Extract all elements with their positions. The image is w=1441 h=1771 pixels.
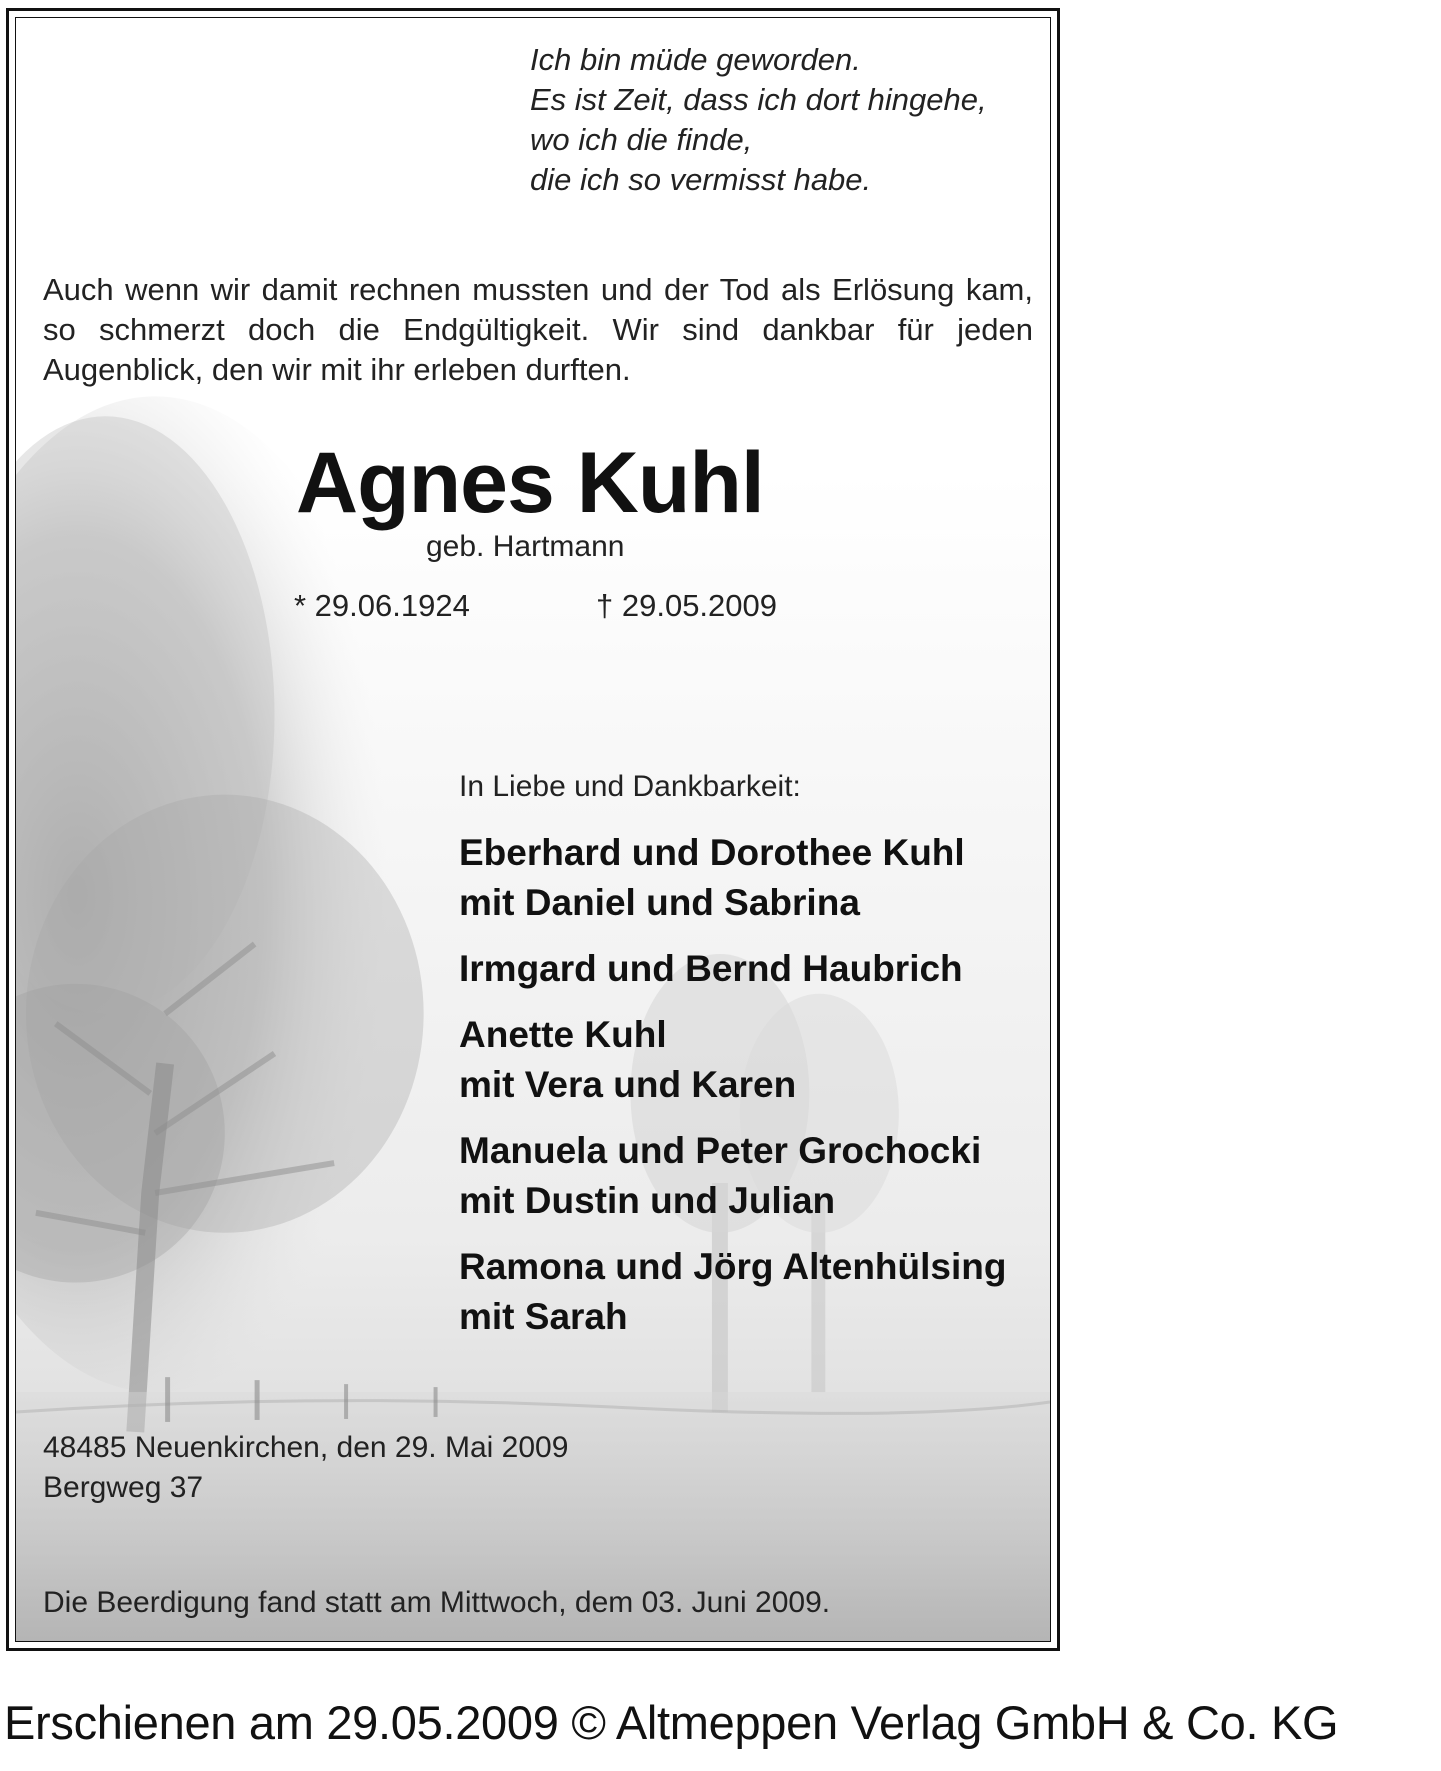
mourner-line: Manuela und Peter Grochocki xyxy=(459,1130,982,1171)
street-address: Bergweg 37 xyxy=(43,1471,204,1504)
mourner-group xyxy=(459,1010,1006,1110)
deceased-name: Agnes Kuhl xyxy=(296,435,764,531)
mourner-line: mit Dustin und Julian xyxy=(459,1180,836,1221)
place-and-address xyxy=(43,1428,568,1508)
death-date: † 29.05.2009 xyxy=(596,588,778,623)
mourner-line: Irmgard und Bernd Haubrich xyxy=(459,948,963,989)
mourner-line: mit Sarah xyxy=(459,1296,628,1337)
place-date: 48485 Neuenkirchen, den 29. Mai 2009 xyxy=(43,1431,569,1464)
obituary-frame xyxy=(6,8,1060,1651)
birth-date: * 29.06.1924 xyxy=(294,588,470,623)
mourner-group xyxy=(459,1242,1006,1342)
poem-line: die ich so vermisst habe. xyxy=(530,162,872,197)
mourner-group xyxy=(459,828,1006,928)
poem-line: wo ich die finde, xyxy=(530,122,753,157)
mourner-line: mit Vera und Karen xyxy=(459,1064,797,1105)
mourner-group xyxy=(459,944,1006,994)
maiden-name: geb. Hartmann xyxy=(426,530,625,563)
mourner-line: Anette Kuhl xyxy=(459,1014,667,1055)
mourner-line: mit Daniel und Sabrina xyxy=(459,882,860,923)
publication-footer: Erschienen am 29.05.2009 © Altmeppen Verlag GmbH & Co. KG xyxy=(4,1696,1339,1749)
poem-verse xyxy=(530,40,987,200)
intro-paragraph: Auch wenn wir damit rechnen mussten und der Tod als Erlösung kam, so schmerzt doch die Endgültigkeit. Wir sind dankbar für jeden Augenblick, den wir mit ihr erleben durften. xyxy=(43,272,1033,387)
obituary-inner-border xyxy=(15,17,1051,1642)
poem-line: Es ist Zeit, dass ich dort hingehe, xyxy=(530,82,987,117)
mourner-group xyxy=(459,1126,1006,1226)
mourner-line: Eberhard und Dorothee Kuhl xyxy=(459,832,965,873)
mourners-intro: In Liebe und Dankbarkeit: xyxy=(459,770,801,803)
funeral-note: Die Beerdigung fand statt am Mittwoch, dem 03. Juni 2009. xyxy=(43,1586,831,1619)
mourner-line: Ramona und Jörg Altenhülsing xyxy=(459,1246,1007,1287)
poem-line: Ich bin müde geworden. xyxy=(530,42,861,77)
mourners-list xyxy=(459,828,1006,1358)
